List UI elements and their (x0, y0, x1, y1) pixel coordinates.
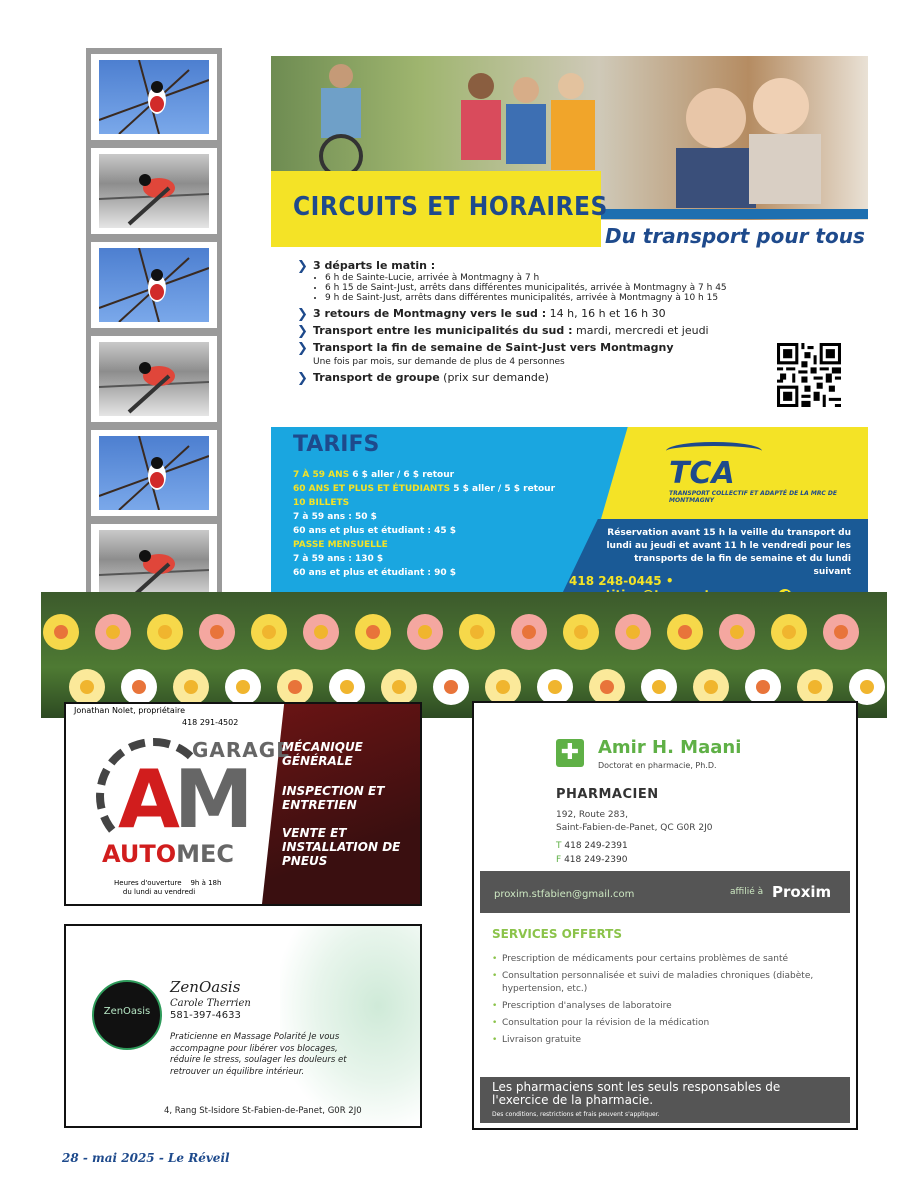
automec-logo (102, 840, 234, 868)
qr-code-icon[interactable] (777, 343, 841, 407)
am-logo (118, 753, 248, 846)
garage-hours (114, 879, 221, 897)
daffodil (719, 614, 755, 650)
logo-a: A (118, 753, 174, 846)
daffodil (667, 614, 703, 650)
schedule-heading: Transport la fin de semaine de Saint-Just vers Montmagny (313, 341, 674, 354)
service-item: • Consultation pour la révision de la médication (492, 1017, 842, 1030)
zen-person: Carole Therrien (170, 998, 251, 1009)
fax-prefix: F (556, 855, 562, 865)
service-item: • Prescription d'analyses de laboratoire (492, 1000, 842, 1013)
hours-value: 9h à 18h (190, 879, 222, 887)
transit-title: CIRCUITS ET HORAIRES (293, 192, 608, 222)
daffodil (277, 669, 313, 705)
billet-price: 7 à 59 ans : 50 $ (293, 512, 377, 522)
daffodil (563, 614, 599, 650)
chevron-right-icon: ❯ (297, 371, 308, 386)
schedule-item (297, 307, 777, 320)
zen-brand: ZenOasis (170, 978, 241, 996)
hours-days: du lundi au vendredi (122, 888, 196, 896)
bird-photo (91, 54, 217, 140)
daffodil (225, 669, 261, 705)
daffodil (329, 669, 365, 705)
tel-prefix: T (556, 841, 562, 851)
tel-value[interactable]: 418 249-2391 (564, 841, 628, 851)
affiliation-label: affilié à (730, 887, 764, 897)
daffodil (303, 614, 339, 650)
departure-list (313, 273, 777, 303)
tarifs-title: TARIFS (293, 432, 380, 457)
tca-logo: TCA (669, 456, 735, 491)
bird-photo-strip (86, 48, 222, 612)
daffodil (615, 614, 651, 650)
garage-brand: GARAGE (192, 738, 291, 762)
logo-m: M (173, 753, 248, 846)
bird-photo (91, 242, 217, 328)
schedule-item (297, 259, 777, 303)
service-item: • Consultation personnalisée et suivi de maladies chroniques (diabète, hypertension, etc.) (492, 970, 842, 996)
pharmacy-cross-icon: ✚ (556, 739, 584, 767)
daffodil (173, 669, 209, 705)
schedule-heading: 3 retours de Montmagny vers le sud : (313, 307, 547, 320)
fax-line (556, 853, 628, 867)
passe-price: 60 ans et plus et étudiant : 90 $ (293, 568, 457, 578)
daffodil (485, 669, 521, 705)
pharmacy-email[interactable]: proxim.stfabien@gmail.com (494, 889, 635, 900)
schedule-item (297, 371, 777, 384)
address-line: 192, Route 283, (556, 810, 628, 820)
daffodil (589, 669, 625, 705)
garage-service: VENTE ET INSTALLATION DE PNEUS (282, 826, 401, 868)
schedule-heading: Transport de groupe (313, 371, 440, 384)
daffodil-banner (41, 592, 887, 718)
departure-item: • 9 h de Saint-Just, arrêts dans différentes municipalités, arrivée à Montmagny à 10 h 15 (325, 293, 777, 303)
schedule-note: Une fois par mois, sur demande de plus de 4 personnes (313, 357, 565, 367)
daffodil (849, 669, 885, 705)
garage-service: MÉCANIQUE GÉNÉRALE (282, 740, 363, 768)
daffodil (199, 614, 235, 650)
pharmacy-ad (472, 701, 858, 1130)
tarif-label: 7 À 59 ANS (293, 470, 350, 480)
daffodil (121, 669, 157, 705)
page-footer: 28 - mai 2025 - Le Réveil (62, 1151, 230, 1165)
schedule-heading: Transport entre les municipalités du sud : (313, 324, 573, 337)
daffodil (797, 669, 833, 705)
chevron-right-icon: ❯ (297, 259, 308, 274)
tarif-value: 5 $ aller / 5 $ retour (453, 484, 556, 494)
daffodil (693, 669, 729, 705)
schedule-detail: mardi, mercredi et jeudi (575, 324, 709, 337)
departure-item: • 6 h 15 de Saint-Just, arrêts dans différentes municipalités, arrivée à Montmagny à 7 h 45 (325, 283, 777, 293)
contact-text[interactable]: 418 248-0445 • (569, 574, 674, 588)
schedule-list (297, 259, 777, 388)
tca-subtitle: TRANSPORT COLLECTIF ET ADAPTÉ DE LA MRC DE MONTMAGNY (669, 490, 838, 504)
tarif-row (293, 468, 583, 482)
logo-text: ZenOasis (103, 1006, 151, 1017)
schedule-item (297, 324, 777, 337)
schedule-heading: 3 départs le matin : (313, 259, 436, 272)
service-item: • Livraison gratuite (492, 1034, 842, 1047)
chevron-right-icon: ❯ (297, 307, 308, 322)
daffodil (43, 614, 79, 650)
services-title: SERVICES OFFERTS (492, 927, 622, 941)
bird-photo (91, 336, 217, 422)
schedule-item (297, 341, 777, 367)
daffodil (641, 669, 677, 705)
fax-value: 418 249-2390 (564, 855, 628, 865)
tarif-value: 6 $ aller / 6 $ retour (352, 470, 455, 480)
garage-service: INSPECTION ET ENTRETIEN (282, 784, 385, 812)
daffodil (407, 614, 443, 650)
daffodil (433, 669, 469, 705)
zenoasis-ad (64, 924, 422, 1128)
blue-stripe (571, 209, 868, 219)
leaves-illustration (280, 926, 420, 1126)
pharmacy-footnote: Des conditions, restrictions et frais peuvent s'appliquer. (492, 1111, 660, 1118)
billets-title: 10 BILLETS (293, 498, 350, 508)
pharmacist-name: Amir H. Maani (598, 737, 742, 758)
zen-phone: 581-397-4633 (170, 1010, 241, 1021)
daffodil (147, 614, 183, 650)
hours-label: Heures d'ouverture (114, 879, 182, 887)
address-line: Saint-Fabien-de-Panet, QC G0R 2J0 (556, 823, 713, 833)
service-item: • Prescription de médicaments pour certains problèmes de santé (492, 953, 842, 966)
daffodil (95, 614, 131, 650)
tarif-label: 60 ANS ET PLUS ET ÉTUDIANTS (293, 484, 451, 494)
zen-address: 4, Rang St-Isidore St-Fabien-de-Panet, G0R 2J0 (164, 1106, 362, 1116)
logo-auto: AUTO (102, 840, 177, 868)
daffodil (537, 669, 573, 705)
daffodil (823, 614, 859, 650)
daffodil (511, 614, 547, 650)
zenoasis-logo (92, 980, 162, 1050)
pharmacy-disclaimer: Les pharmaciens sont les seuls responsables de l'exercice de la pharmacie. (492, 1080, 781, 1107)
billet-price: 60 ans et plus et étudiant : 45 $ (293, 526, 457, 536)
pharmacy-address (556, 809, 712, 835)
daffodil (251, 614, 287, 650)
passe-price: 7 à 59 ans : 130 $ (293, 554, 384, 564)
schedule-detail: 14 h, 16 h et 16 h 30 (549, 307, 666, 320)
daffodil (355, 614, 391, 650)
zen-description: Praticienne en Massage Polarité Je vous accompagne pour libérer vos blocages, réduire le stress, soulager les douleurs et retrouver un équilibre intérieur. (170, 1032, 347, 1077)
proxim-logo: Proxim (772, 883, 832, 901)
departure-item: • 6 h de Sainte-Lucie, arrivée à Montmagny à 7 h (325, 273, 777, 283)
reservation-text: Réservation avant 15 h la veille du transport du lundi au jeudi et avant 11 h le vendredi pour les transports de la fin de semaine et du lundi suivant (606, 528, 851, 577)
garage-phone: 418 291-4502 (182, 718, 239, 727)
phone-line (556, 839, 628, 853)
bird-photo (91, 148, 217, 234)
services-list (492, 953, 842, 1051)
daffodil (381, 669, 417, 705)
tarifs-list (293, 468, 583, 580)
passe-title: PASSE MENSUELLE (293, 540, 388, 550)
transit-ad (271, 56, 868, 596)
daffodil (771, 614, 807, 650)
bird-photo (91, 430, 217, 516)
chevron-right-icon: ❯ (297, 341, 308, 356)
daffodil (745, 669, 781, 705)
logo-mec: MEC (176, 840, 234, 868)
daffodil (69, 669, 105, 705)
owner-name: Jonathan Nolet, propriétaire (74, 706, 186, 715)
daffodil (459, 614, 495, 650)
transit-tagline: Du transport pour tous (605, 224, 865, 248)
garage-ad (64, 702, 422, 906)
pharmacist-title: PHARMACIEN (556, 787, 659, 802)
tarif-row (293, 482, 583, 496)
schedule-detail: (prix sur demande) (443, 371, 549, 384)
pharmacy-phones (556, 839, 628, 867)
pharmacist-degree: Doctorat en pharmacie, Ph.D. (598, 761, 717, 770)
chevron-right-icon: ❯ (297, 324, 308, 339)
